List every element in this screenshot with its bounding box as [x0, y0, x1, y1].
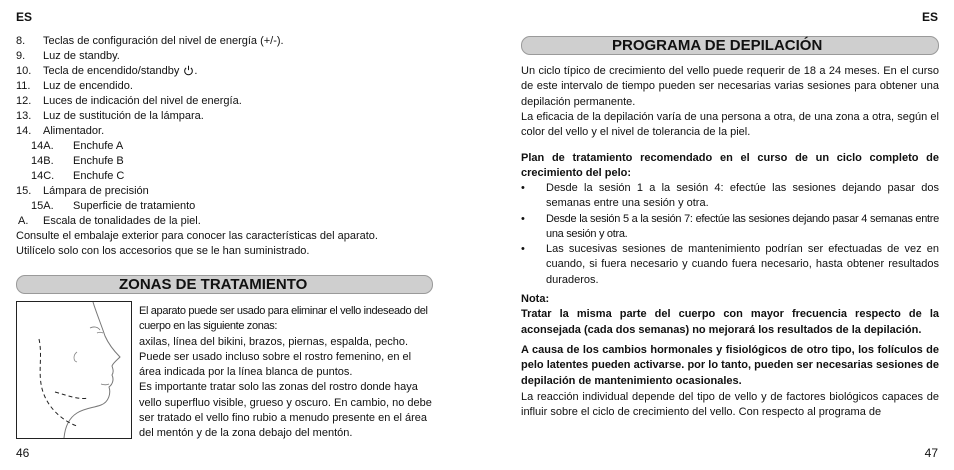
right-page — [477, 0, 954, 470]
list-item: • Desde la sesión 5 a la sesión 7: efectúe las sesiones dejando pasar 4 semanas entre una sesión y otra. — [521, 212, 939, 240]
page-number: 46 — [16, 446, 30, 460]
paragraph: Un ciclo típico de crecimiento del vello puede requerir de 18 a 24 meses. En el curso de este intervalo de tiempo pueden ser necesarias varias sesiones para obtener una depilación permanente. — [521, 65, 939, 108]
bullet-icon: • — [521, 212, 525, 225]
zones-paragraph: Es importante tratar solo las zonas del rostro donde haya vello superfluo visible, grueso y oscuro. En cambio, no debe ser tratado el vello fino rubio a menudo presente en el área del mentón y de la zona debajo del mentón. — [139, 381, 432, 440]
list-item: 8. Teclas de configuración del nivel de energía (+/-). — [16, 35, 284, 47]
list-item: 15A. Superficie de tratamiento — [31, 200, 196, 212]
section-title: ZONAS DE TRATAMIENTO — [119, 276, 308, 293]
list-item: 12. Luces de indicación del nivel de energía. — [16, 95, 242, 107]
list-item: 13. Luz de sustitución de la lámpara. — [16, 110, 204, 122]
section-title: PROGRAMA DE DEPILACIÓN — [612, 37, 823, 54]
bullet-icon: • — [521, 243, 525, 256]
face-illustration — [16, 301, 132, 439]
list-item: 14. Alimentador. — [16, 125, 105, 137]
language-label: ES — [16, 10, 33, 24]
hormonal-text: A causa de los cambios hormonales y fisiológicos de otro tipo, los folículos de pelo latentes pueden activarse. por lo tanto, pueden ser necesarias sesiones de depilación de mantenimiento ocasionales. — [521, 344, 939, 387]
paragraph: La eficacia de la depilación varía de una persona a otra, de una zona a otra, según el color del vello y el nivel de tolerancia de la piel. — [521, 110, 939, 139]
list-item: 14C. Enchufe C — [31, 170, 125, 182]
packaging-note: Consulte el embalaje exterior para conocer las características del aparato. — [16, 230, 378, 242]
list-item: 14B. Enchufe B — [31, 155, 124, 167]
section-header-programa — [521, 36, 939, 55]
list-item: 9. Luz de standby. — [16, 50, 120, 62]
intro-text — [521, 64, 939, 140]
zones-text — [139, 304, 435, 442]
zones-paragraph: El aparato puede ser usado para eliminar el vello indeseado del cuerpo en las siguiente zonas: — [139, 305, 428, 333]
list-item: 14A. Enchufe A — [31, 140, 124, 152]
list-item: 15. Lámpara de precisión — [16, 185, 149, 197]
list-item: A. Escala de tonalidades de la piel. — [18, 215, 201, 227]
plan-bullets — [521, 181, 939, 288]
note-block — [521, 292, 939, 338]
page-number: 47 — [924, 446, 938, 460]
note-text: Tratar la misma parte del cuerpo con mayor frecuencia respecto de la aconsejada (cada dos semanas) no mejorará los resultados de la depilación. — [521, 308, 939, 336]
note-label: Nota: — [521, 293, 550, 305]
list-item: 10. Tecla de encendido/standby . — [16, 65, 198, 77]
plan-heading: Plan de tratamiento recomendado en el curso de un ciclo completo de crecimiento del pelo: — [521, 152, 939, 180]
face-profile-icon — [17, 302, 131, 438]
list-item: 11. Luz de encendido. — [16, 80, 133, 92]
bullet-icon: • — [521, 182, 525, 194]
parts-list — [16, 34, 456, 259]
section-header-zonas — [16, 275, 433, 294]
language-label: ES — [921, 10, 938, 24]
power-icon — [183, 65, 194, 76]
list-item: • Las sucesivas sesiones de mantenimiento podrían ser efectuadas de vez en cuando, si fuera necesario y cuando fuera necesario, hasta obtener resultados duraderos. — [521, 243, 939, 286]
list-item: • Desde la sesión 1 a la sesión 4: efectúe las sesiones dejando pasar dos semanas entre una sesión y otra. — [521, 182, 939, 210]
accessories-note: Utilícelo solo con los accesorios que se le han suministrado. — [16, 245, 310, 257]
final-text: La reacción individual depende del tipo de vello y de factores biológicos capaces de influir sobre el ciclo de crecimiento del vello. Con respecto al programa de — [521, 391, 939, 419]
zones-paragraph: axilas, línea del bikini, brazos, piernas, espalda, pecho. Puede ser usado incluso sobre el rostro femenino, en el área indicada por la línea blanca de puntos. — [139, 335, 412, 379]
